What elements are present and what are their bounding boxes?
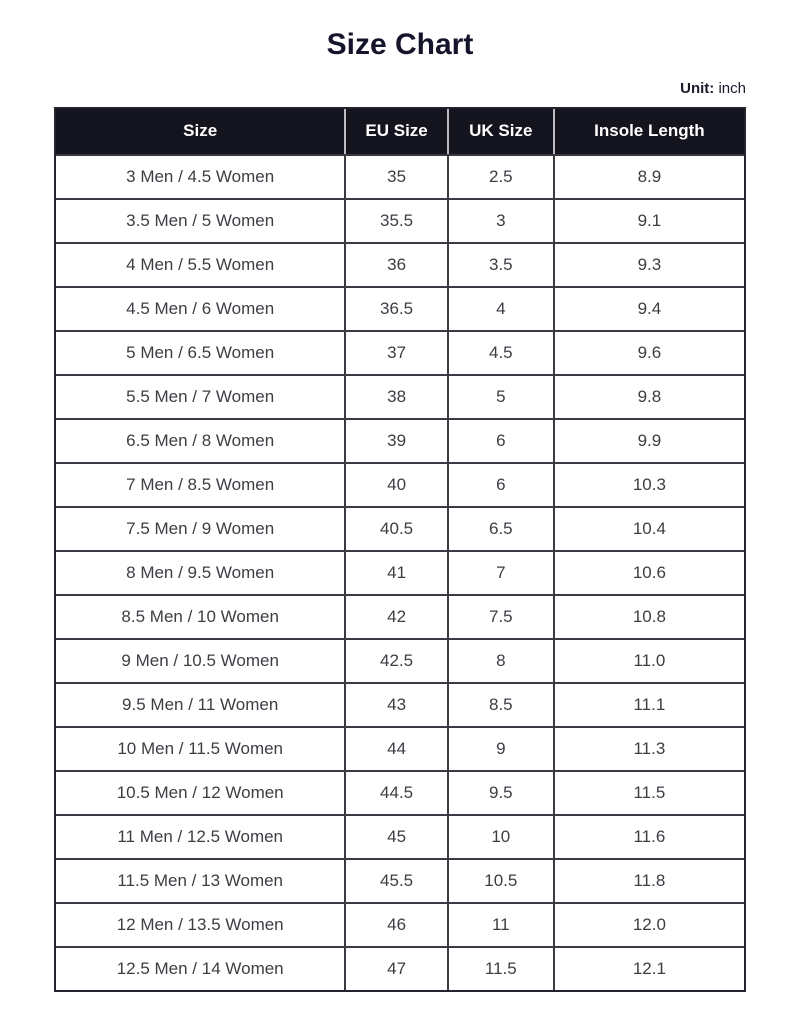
unit-note xyxy=(54,80,746,99)
table-cell: 5 Men / 6.5 Women xyxy=(56,330,346,374)
table-cell: 44.5 xyxy=(346,770,449,814)
table-cell: 7 xyxy=(449,550,555,594)
table-body xyxy=(56,154,744,990)
table-row xyxy=(56,506,744,550)
column-header: Insole Length xyxy=(555,109,744,154)
column-header: UK Size xyxy=(449,109,555,154)
table-cell: 4 xyxy=(449,286,555,330)
unit-value: inch xyxy=(718,80,746,97)
header-row xyxy=(56,109,744,154)
table-cell: 10.5 xyxy=(449,858,555,902)
table-cell: 39 xyxy=(346,418,449,462)
table-cell: 11.0 xyxy=(555,638,744,682)
table-cell: 8.5 xyxy=(449,682,555,726)
table-row xyxy=(56,682,744,726)
table-cell: 9.8 xyxy=(555,374,744,418)
table-cell: 9.4 xyxy=(555,286,744,330)
table-cell: 41 xyxy=(346,550,449,594)
table-row xyxy=(56,726,744,770)
table-cell: 10.5 Men / 12 Women xyxy=(56,770,346,814)
table-cell: 36 xyxy=(346,242,449,286)
table-cell: 37 xyxy=(346,330,449,374)
table-cell: 2.5 xyxy=(449,154,555,198)
table-cell: 11 Men / 12.5 Women xyxy=(56,814,346,858)
column-header: Size xyxy=(56,109,346,154)
table-row xyxy=(56,638,744,682)
table-cell: 11.6 xyxy=(555,814,744,858)
table-row xyxy=(56,462,744,506)
table-row xyxy=(56,286,744,330)
table-cell: 11.3 xyxy=(555,726,744,770)
table-cell: 3.5 xyxy=(449,242,555,286)
table-cell: 8.9 xyxy=(555,154,744,198)
table-cell: 12.0 xyxy=(555,902,744,946)
page-title: Size Chart xyxy=(326,28,474,61)
table-cell: 11.5 xyxy=(449,946,555,990)
table-cell: 6.5 xyxy=(449,506,555,550)
table-cell: 9.9 xyxy=(555,418,744,462)
table-cell: 11.1 xyxy=(555,682,744,726)
table-row xyxy=(56,418,744,462)
table-cell: 3 xyxy=(449,198,555,242)
table-cell: 3.5 Men / 5 Women xyxy=(56,198,346,242)
table-cell: 10.3 xyxy=(555,462,744,506)
table-cell: 4.5 xyxy=(449,330,555,374)
table-cell: 45 xyxy=(346,814,449,858)
table-cell: 9 Men / 10.5 Women xyxy=(56,638,346,682)
table-cell: 12.5 Men / 14 Women xyxy=(56,946,346,990)
table-cell: 44 xyxy=(346,726,449,770)
table-row xyxy=(56,374,744,418)
table-cell: 47 xyxy=(346,946,449,990)
table-cell: 9.6 xyxy=(555,330,744,374)
column-header: EU Size xyxy=(346,109,449,154)
table-row xyxy=(56,858,744,902)
table-cell: 10 xyxy=(449,814,555,858)
table-cell: 46 xyxy=(346,902,449,946)
table-row xyxy=(56,814,744,858)
table-row xyxy=(56,330,744,374)
table-cell: 7.5 Men / 9 Women xyxy=(56,506,346,550)
table-cell: 11.5 xyxy=(555,770,744,814)
table-row xyxy=(56,770,744,814)
table-cell: 8 xyxy=(449,638,555,682)
table-cell: 9.5 Men / 11 Women xyxy=(56,682,346,726)
table-cell: 40 xyxy=(346,462,449,506)
table-row xyxy=(56,594,744,638)
table-cell: 40.5 xyxy=(346,506,449,550)
size-chart-table xyxy=(54,107,746,992)
table-cell: 9.5 xyxy=(449,770,555,814)
table-cell: 45.5 xyxy=(346,858,449,902)
table-cell: 9.3 xyxy=(555,242,744,286)
table-cell: 42.5 xyxy=(346,638,449,682)
table-cell: 42 xyxy=(346,594,449,638)
table-cell: 11.5 Men / 13 Women xyxy=(56,858,346,902)
table-cell: 12 Men / 13.5 Women xyxy=(56,902,346,946)
table-cell: 38 xyxy=(346,374,449,418)
table-cell: 35 xyxy=(346,154,449,198)
unit-label: Unit: xyxy=(680,80,715,97)
table-cell: 11.8 xyxy=(555,858,744,902)
table-row xyxy=(56,946,744,990)
table-cell: 11 xyxy=(449,902,555,946)
table-row xyxy=(56,154,744,198)
table-cell: 7 Men / 8.5 Women xyxy=(56,462,346,506)
table-cell: 8 Men / 9.5 Women xyxy=(56,550,346,594)
table-cell: 7.5 xyxy=(449,594,555,638)
table-head xyxy=(56,109,744,154)
table-row xyxy=(56,198,744,242)
table-row xyxy=(56,902,744,946)
table-cell: 3 Men / 4.5 Women xyxy=(56,154,346,198)
table-cell: 9 xyxy=(449,726,555,770)
table-cell: 10.8 xyxy=(555,594,744,638)
table-cell: 4 Men / 5.5 Women xyxy=(56,242,346,286)
table-cell: 43 xyxy=(346,682,449,726)
table-cell: 6.5 Men / 8 Women xyxy=(56,418,346,462)
table-cell: 9.1 xyxy=(555,198,744,242)
size-chart-container xyxy=(54,80,746,992)
table-cell: 4.5 Men / 6 Women xyxy=(56,286,346,330)
table-cell: 10 Men / 11.5 Women xyxy=(56,726,346,770)
table-cell: 6 xyxy=(449,462,555,506)
table-cell: 8.5 Men / 10 Women xyxy=(56,594,346,638)
table-cell: 36.5 xyxy=(346,286,449,330)
table-cell: 5 xyxy=(449,374,555,418)
table-cell: 12.1 xyxy=(555,946,744,990)
table-cell: 10.4 xyxy=(555,506,744,550)
table-row xyxy=(56,242,744,286)
table-cell: 6 xyxy=(449,418,555,462)
table-cell: 35.5 xyxy=(346,198,449,242)
table-row xyxy=(56,550,744,594)
table-cell: 5.5 Men / 7 Women xyxy=(56,374,346,418)
table-cell: 10.6 xyxy=(555,550,744,594)
